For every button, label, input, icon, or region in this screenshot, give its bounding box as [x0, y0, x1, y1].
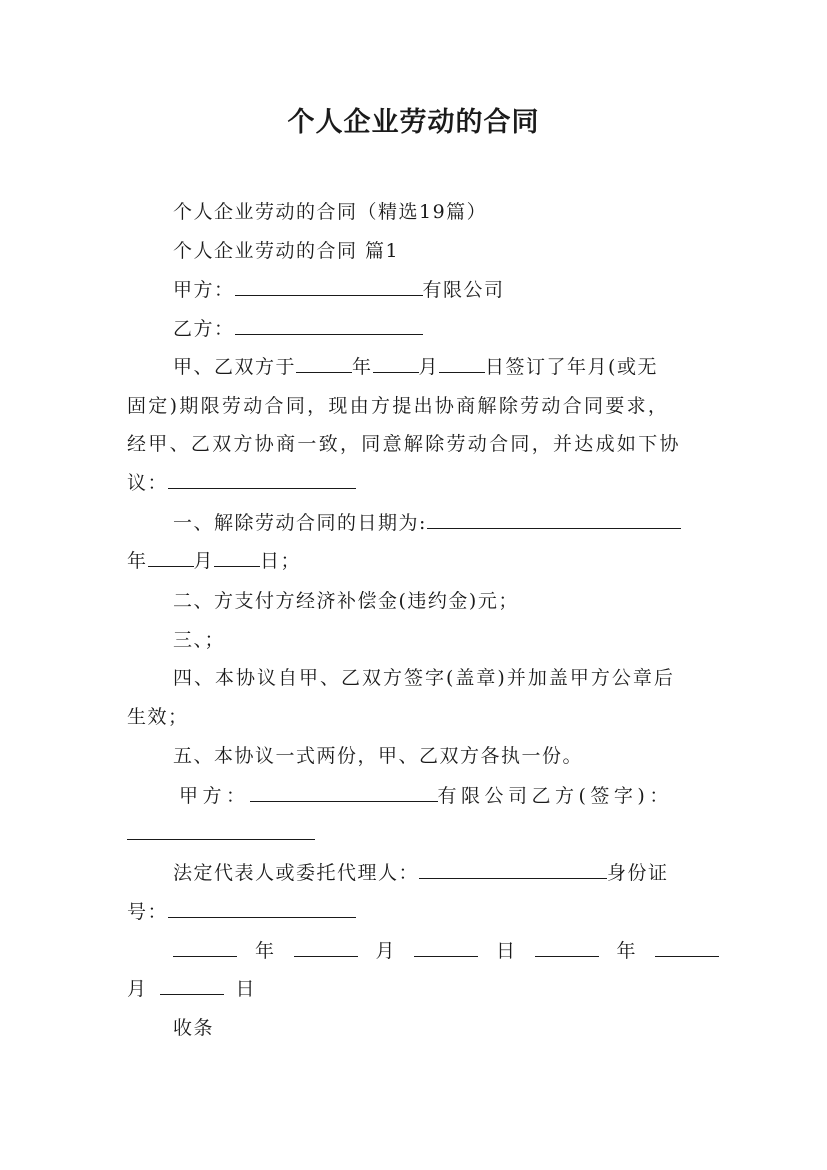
party-b-line: [127, 315, 703, 343]
p1-day: 日签订了年月(或无: [485, 356, 658, 378]
party-b-label: 乙方：: [173, 318, 235, 340]
p1-blank-year: [296, 353, 352, 373]
id-number-label-2: 号：: [127, 901, 169, 923]
date-month: 月: [375, 940, 397, 962]
representative-blank: [419, 859, 607, 879]
sign-party-a-blank: [250, 782, 438, 802]
paragraph-1-line-2: 固定)期限劳动合同，现由方提出协商解除劳动合同要求，: [127, 395, 670, 417]
sign-party-a-label: 甲方：: [179, 785, 250, 807]
date-blank-year: [173, 937, 237, 957]
date-line-2: [127, 975, 703, 1003]
receipt-heading: 收条: [173, 1017, 215, 1039]
date-blank-day-2: [160, 975, 224, 995]
p1-agreement-label: 议：: [127, 472, 169, 494]
party-b-blank: [235, 315, 423, 335]
p1-agreement-blank: [168, 469, 356, 489]
date-month-2: 月: [127, 978, 148, 1000]
representative-line-1: [127, 859, 703, 887]
p1-blank-month: [373, 353, 419, 373]
sign-party-b-label: 有限公司乙方(签字)：: [437, 785, 673, 807]
signature-line-2: [127, 820, 703, 848]
p1-month: 月: [418, 356, 440, 378]
date-year: 年: [255, 940, 276, 962]
date-blank-month: [294, 937, 358, 957]
date-blank-day: [414, 937, 478, 957]
item-1-blank-day: [214, 547, 260, 567]
item-3: 三、；: [173, 629, 226, 651]
p1-text-a: 甲、乙双方于: [173, 356, 297, 378]
subtitle: 个人企业劳动的合同（精选19篇）: [173, 201, 488, 223]
p1-year: 年: [352, 356, 373, 378]
party-a-line: [127, 276, 703, 304]
paragraph-1-line-1: [127, 353, 703, 381]
document-title: 个人企业劳动的合同: [287, 107, 540, 138]
date-year-2: 年: [616, 940, 638, 962]
item-1-year: 年: [127, 550, 148, 572]
sign-party-b-blank: [127, 820, 315, 840]
party-a-suffix: 有限公司: [422, 279, 505, 301]
item-1-blank-month: [148, 547, 194, 567]
item-1-line-2: [127, 547, 703, 575]
item-1-day: 日；: [260, 550, 302, 572]
item-5: 五、本协议一式两份，甲、乙双方各执一份。: [173, 745, 584, 767]
item-1-text: 一、解除劳动合同的日期为:: [173, 512, 427, 534]
id-number-blank: [168, 898, 356, 918]
paragraph-1-line-3: 经甲、乙双方协商一致，同意解除劳动合同，并达成如下协: [127, 433, 681, 455]
date-blank-month-2: [655, 937, 719, 957]
date-line-1: [127, 937, 703, 965]
party-a-label: 甲方：: [173, 279, 235, 301]
date-blank-year-2: [535, 937, 599, 957]
representative-line-2: [127, 898, 703, 926]
item-4-line-1: 四、本协议自甲、乙双方签字(盖章)并加盖甲方公章后: [173, 667, 675, 689]
signature-line-1: [127, 782, 703, 810]
id-number-label: 身份证: [607, 862, 669, 884]
representative-label: 法定代表人或委托代理人：: [173, 862, 420, 884]
section-heading: 个人企业劳动的合同 篇1: [173, 240, 400, 262]
item-1-blank: [427, 509, 681, 529]
item-1-line-1: [127, 509, 703, 537]
date-day-2: 日: [235, 978, 257, 1000]
paragraph-1-line-4: [127, 469, 703, 497]
item-2: 二、方支付方经济补偿金(违约金)元；: [173, 590, 519, 612]
date-day: 日: [496, 940, 517, 962]
p1-blank-day: [439, 353, 485, 373]
item-4-line-2: 生效；: [127, 706, 189, 728]
party-a-blank: [235, 276, 423, 296]
item-1-month: 月: [193, 550, 215, 572]
